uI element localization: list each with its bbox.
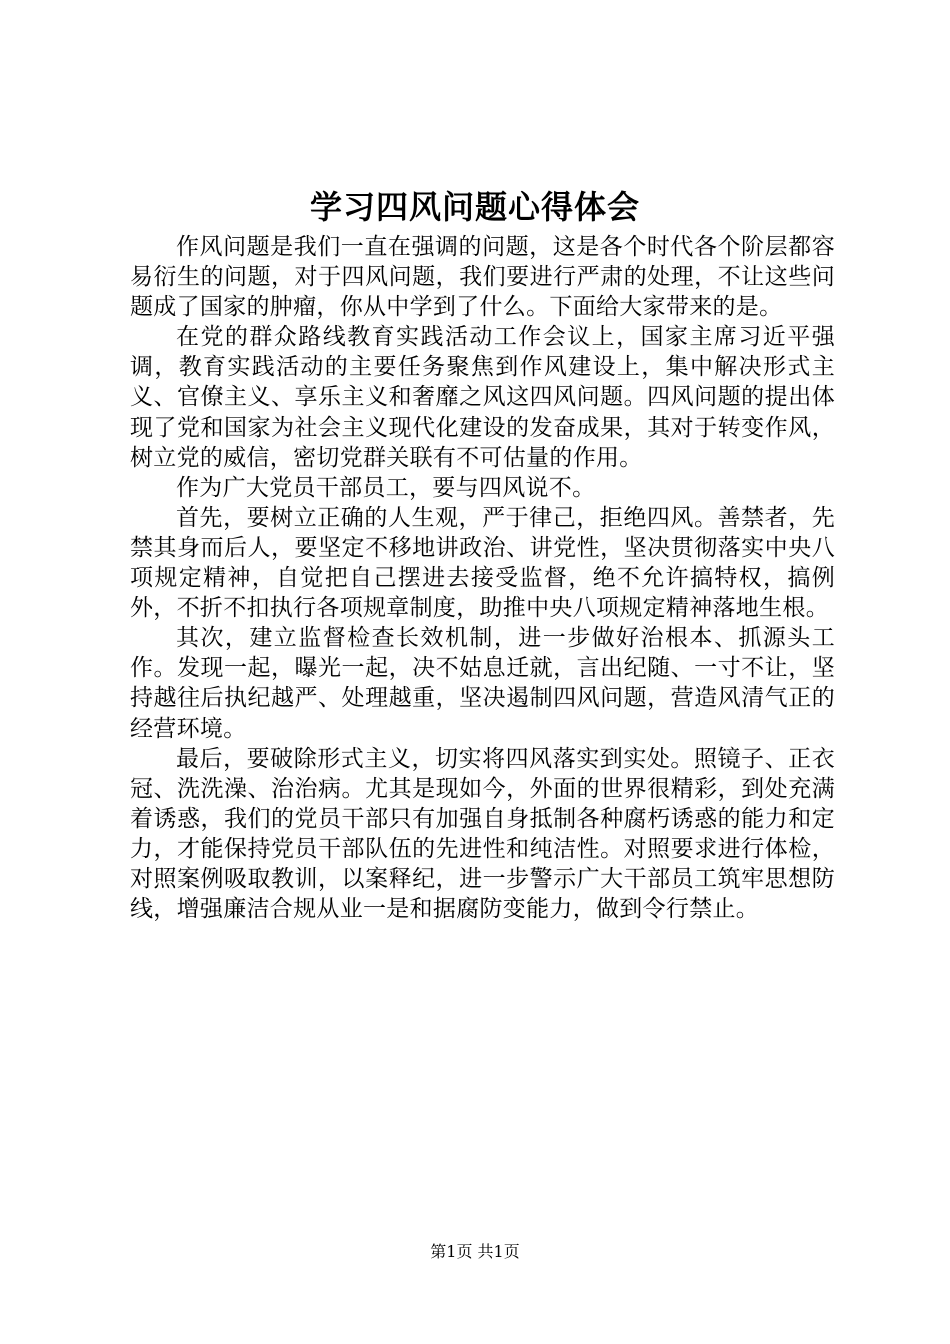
page-number: 第1页: [430, 1242, 473, 1261]
paragraph-6: 最后，要破除形式主义，切实将四风落实到实处。照镜子、正衣冠、洗洗澡、治治病。尤其是现如今，外面的世界很精彩，到处充满着诱惑，我们的党员干部只有加强自身抵制各种腐朽诱惑的能力和定力，才能保持党员干部队伍的先进性和纯洁性。对照要求进行体检，对照案例吸取教训，以案释纪，进一步警示广大干部员工筑牢思想防线，增强廉洁合规从业一是和据腐防变能力，做到令行禁止。: [130, 745, 835, 923]
paragraph-1: 作风问题是我们一直在强调的问题，这是各个时代各个阶层都容易衍生的问题，对于四风问题，我们要进行严肃的处理，不让这些问题成了国家的肿瘤，你从中学到了什么。下面给大家带来的是。: [130, 234, 835, 321]
paragraph-4: 首先，要树立正确的人生观，严于律己，拒绝四风。善禁者，先禁其身而后人，要坚定不移地讲政治、讲党性，坚决贯彻落实中央八项规定精神，自觉把自己摆进去接受监督，绝不允许搞特权，搞例外，不折不扣执行各项规章制度，助推中央八项规定精神落地生根。: [130, 504, 835, 622]
paragraph-3: 作为广大党员干部员工，要与四风说不。: [176, 474, 596, 501]
document-body: [130, 232, 835, 924]
page-total: 共1页: [477, 1242, 520, 1261]
page-title: 学习四风问题心得体会: [309, 188, 640, 226]
page-footer: [0, 1240, 950, 1264]
paragraph-5: 其次，建立监督检查长效机制，进一步做好治根本、抓源头工作。发现一起，曝光一起，决不姑息迁就，言出纪随、一寸不让，坚持越往后执纪越严、处理越重，坚决遏制四风问题，营造风清气正的经营环境。: [130, 625, 835, 742]
paragraph-2: 在党的群众路线教育实践活动工作会议上，国家主席习近平强调，教育实践活动的主要任务聚焦到作风建设上，集中解决形式主义、官僚主义、享乐主义和奢靡之风这四风问题。四风问题的提出体现了党和国家为社会主义现代化建设的发奋成果，其对于转变作风，树立党的威信，密切党群关联有不可估量的作用。: [130, 324, 835, 471]
